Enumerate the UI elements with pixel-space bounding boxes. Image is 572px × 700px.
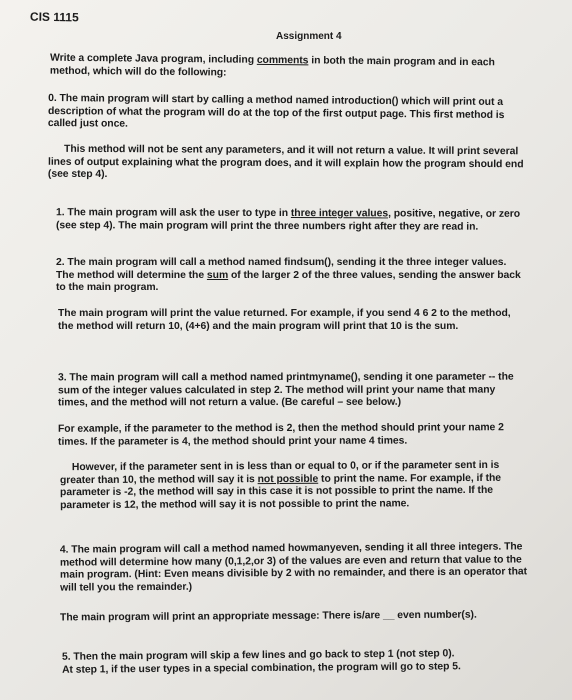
step-3-however-paragraph: [60, 460, 501, 513]
step-3-line-2: sum of the integer values calculated in step 2. The method will print your name that many: [57, 384, 496, 396]
step-3-example-line-1: For example, if the parameter to the method is 2, then the method should print your name 2: [57, 422, 504, 435]
step-4-line-1: 4. The main program will call a method named howmanyeven, sending it all three integers. The: [59, 541, 523, 556]
step-0-line-2: description of what the program will do at the top of the first output page. This first method is: [47, 105, 505, 121]
underlined-sum: sum: [206, 269, 229, 281]
intro-line-2: method, which will do the following:: [49, 65, 227, 79]
step-5-paragraph: [62, 648, 461, 677]
underlined-not-possible: not possible: [257, 473, 319, 485]
step-2-line-3: to the main program.: [56, 282, 159, 294]
underlined-three-integer-values: three integer values: [290, 208, 389, 220]
step-4-paragraph: [60, 541, 527, 595]
step-0-line-1: 0. The main program will start by calling a method named introduction() which will print out a: [48, 93, 503, 108]
course-label: CIS 1115: [29, 9, 79, 25]
step-0-detail-line-1: This method will not be sent any parameters, and it will not return a value. It will print several: [64, 143, 519, 158]
assignment-title: Assignment 4: [276, 31, 342, 42]
step-3-paragraph: [58, 372, 514, 411]
step-1-line-2: (see step 4). The main program will print the three numbers right after they are read in.: [55, 219, 479, 233]
step-4-message-line-1: The main program will print an appropriate message: There is/are __ even number(s).: [59, 609, 477, 624]
step-0-line-3: called just once.: [47, 118, 128, 130]
step-1-line-1: 1. The main program will ask the user to type in three integer values, positive, negative, or zero: [56, 207, 521, 220]
step-3-example-line-2: times. If the parameter is 4, the method should print your name 4 times.: [58, 435, 408, 448]
step-5-line-2: At step 1, if the user types in a special combination, the program will go to step 5.: [62, 660, 461, 676]
step-4-line-4: will tell you the remainder.): [60, 581, 193, 594]
step-2-detail-line-2: the method will return 10, (4+6) and the main program will print that 10 is the sum.: [58, 320, 459, 332]
step-0-detail-line-3: (see step 4).: [47, 168, 108, 181]
step-2-line-2: The method will determine the sum of the larger 2 of the three values, sending the answer back: [56, 269, 521, 281]
intro-paragraph: [50, 53, 495, 83]
step-3-example-paragraph: [58, 422, 504, 449]
step-5-line-1: 5. Then the main program will skip a few lines and go back to step 1 (not step 0).: [61, 648, 455, 663]
step-0-paragraph: [48, 93, 505, 135]
step-0-detail-paragraph: [48, 144, 524, 184]
step-2-detail-paragraph: [58, 308, 511, 333]
step-1-paragraph: [56, 207, 520, 234]
step-3-line-3: times, and the method will not return a value. (Be careful – see below.): [58, 396, 402, 409]
step-2-line-1: 2. The main program will call a method named findsum(), sending it the three integer values.: [56, 257, 507, 268]
step-2-detail-line-1: The main program will print the value returned. For example, if you send 4 6 2 to the method,: [58, 308, 511, 319]
step-2-paragraph: [56, 257, 521, 295]
intro-line-1: Write a complete Java program, including comments in both the main program and in each: [50, 52, 495, 69]
step-3-however-line-4: parameter is 12, the method will say it is not possible to print the name.: [60, 498, 410, 511]
step-4-line-2: method will determine how many (0,1,2,or 3) of the values are even and return that value to the: [59, 554, 522, 569]
step-3-however-line-1: However, if the parameter sent in is less than or equal to 0, or if the parameter sent in is: [71, 459, 500, 474]
step-4-line-3: main program. (Hint: Even means divisible by 2 with no remainder, and there is an operator that: [60, 566, 528, 581]
step-3-line-1: 3. The main program will call a method named printmyname(), sending it one parameter -- the: [57, 371, 514, 384]
step-0-detail-line-2: lines of output explaining what the program does, and it will explain how the program should end: [47, 156, 524, 170]
step-3-however-line-2: greater than 10, the method will say it is not possible to print the name. For example, if the: [59, 472, 502, 486]
underlined-comments: comments: [256, 54, 309, 67]
step-3-however-line-3: parameter is -2, the method will say in this case it is not possible to print the name. If the: [60, 485, 494, 499]
step-4-message-paragraph: [60, 610, 477, 626]
